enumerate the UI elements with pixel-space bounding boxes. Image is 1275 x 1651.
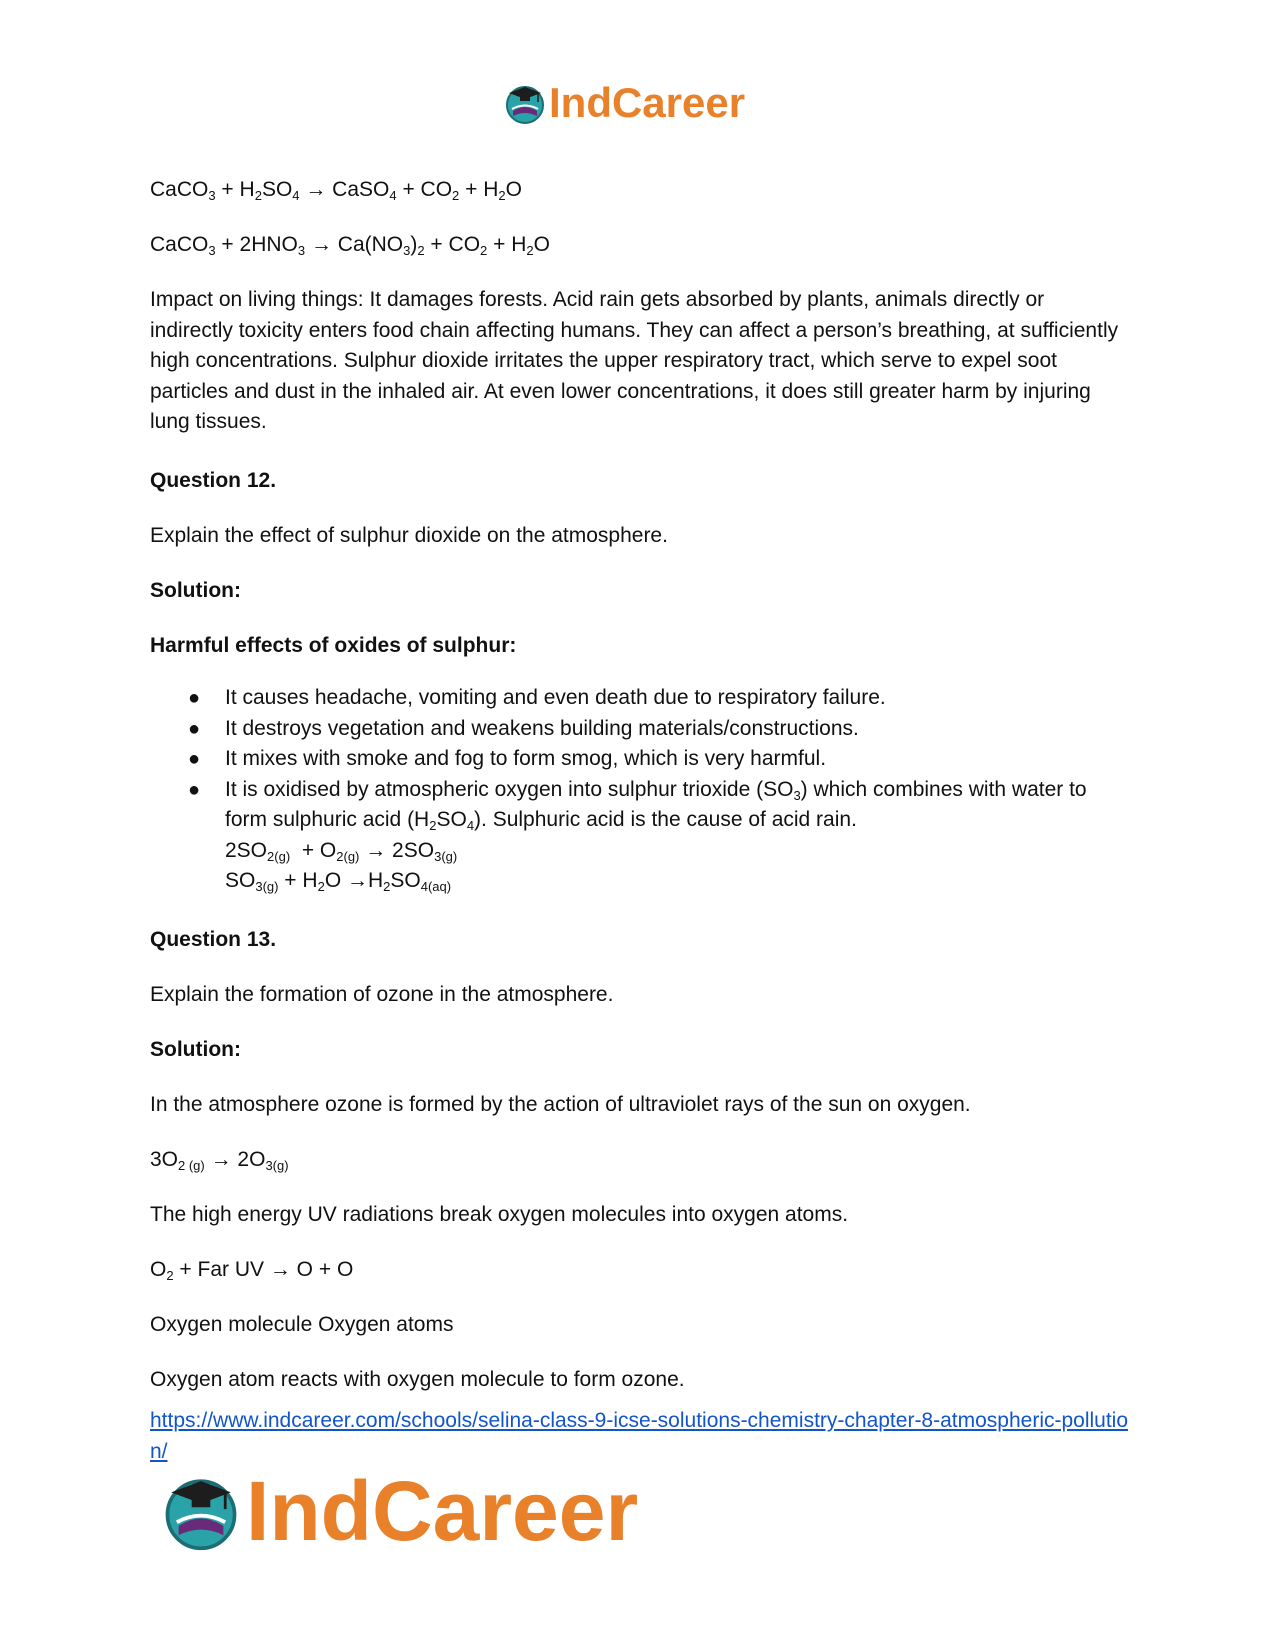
brand-name: IndCareer: [246, 1464, 639, 1558]
ozone-formation-text: In the atmosphere ozone is formed by the action of ultraviolet rays of the sun on oxygen.: [150, 1093, 971, 1116]
source-link[interactable]: https://www.indcareer.com/schools/selina-class-9-icse-solutions-chemistry-chapter-8-atmospheric-pollution/: [150, 1409, 1129, 1463]
equation-so3-water: $SO_{3(g)} + H_2O \to H_2SO_{4(aq)}$: [225, 869, 452, 894]
impact-paragraph: Impact on living things: It damages forests. Acid rain gets absorbed by plants, animals directly or indirectly toxicity enters food chain affecting humans. They can affect a person’s breathing, at sufficiently high concentrations. Sulphur dioxide irritates the upper respiratory tract, which serve to expel soot particles and dust in the inhaled air. At even lower concentrations, it does still greater harm by injuring lung tissues.: [150, 288, 1119, 433]
bullet-icon: ●: [188, 717, 201, 740]
graduation-cap-globe-icon: [160, 1470, 242, 1552]
question-13-solution-label: Solution:: [150, 1038, 241, 1061]
question-13-text: Explain the formation of ozone in the atmosphere.: [150, 983, 614, 1006]
list-item: ● It is oxidised by atmospheric oxygen into sulphur trioxide $(SO_3)$ which combines with water to form sulphuric acid $(H_2SO_4)$. Sulphuric acid is the cause of acid rain. $2SO_{2(g)} + O_{2(g)} \to 2SO_{3(g)}$ $SO_{3(g)} + H_2O \to H_2SO_{4(aq)}$: [225, 775, 1130, 897]
list-item: ● It mixes with smoke and fog to form smog, which is very harmful.: [225, 744, 1130, 775]
equation-ozone-formation: $3O_{2 (g)} \to 2O_{3(g)}$: [150, 1148, 289, 1173]
bullet-icon: ●: [188, 687, 201, 709]
uv-radiation-text: The high energy UV radiations break oxygen molecules into oxygen atoms.: [150, 1203, 849, 1226]
question-12-text: Explain the effect of sulphur dioxide on the atmosphere.: [150, 524, 668, 547]
harmful-effects-subheading: Harmful effects of oxides of sulphur:: [150, 634, 517, 657]
bullet-icon: ●: [188, 778, 201, 801]
equation-caco3-h2so4: CaCO$_3$ + $H_2SO_4$ → CaSO$_4$ + $CO_2 + H_2O$: [150, 178, 522, 203]
brand-name: IndCareer: [549, 79, 746, 126]
equation-so2-oxidation: $2SO_{2(g)} + O_{2(g)} \to 2SO_{3(g)}$: [225, 838, 458, 864]
list-item: ● It causes headache, vomiting and even death due to respiratory failure.: [225, 683, 1130, 714]
bullet-icon: ●: [188, 748, 201, 770]
harmful-effects-list: [150, 683, 1130, 897]
ozone-reaction-text: Oxygen atom reacts with oxygen molecule to form ozone.: [150, 1368, 685, 1391]
oxygen-molecule-atoms-label: Oxygen molecule Oxygen atoms: [150, 1313, 454, 1336]
equation-oxygen-split: $O_2$ + Far UV → O + O: [150, 1258, 354, 1283]
graduation-cap-globe-icon: [503, 81, 547, 125]
header-logo: [503, 78, 745, 128]
equation-caco3-hno3: CaCO$_3$ + $2HNO_3 \to Ca(NO_3)_2 + CO_2 + H_2O$: [150, 233, 550, 258]
list-item: ● It destroys vegetation and weakens building materials/constructions.: [225, 714, 1130, 745]
question-13-heading: Question 13.: [150, 928, 277, 951]
footer-logo: [160, 1466, 638, 1556]
question-12-solution-label: Solution:: [150, 579, 241, 602]
question-12-heading: Question 12.: [150, 469, 277, 492]
